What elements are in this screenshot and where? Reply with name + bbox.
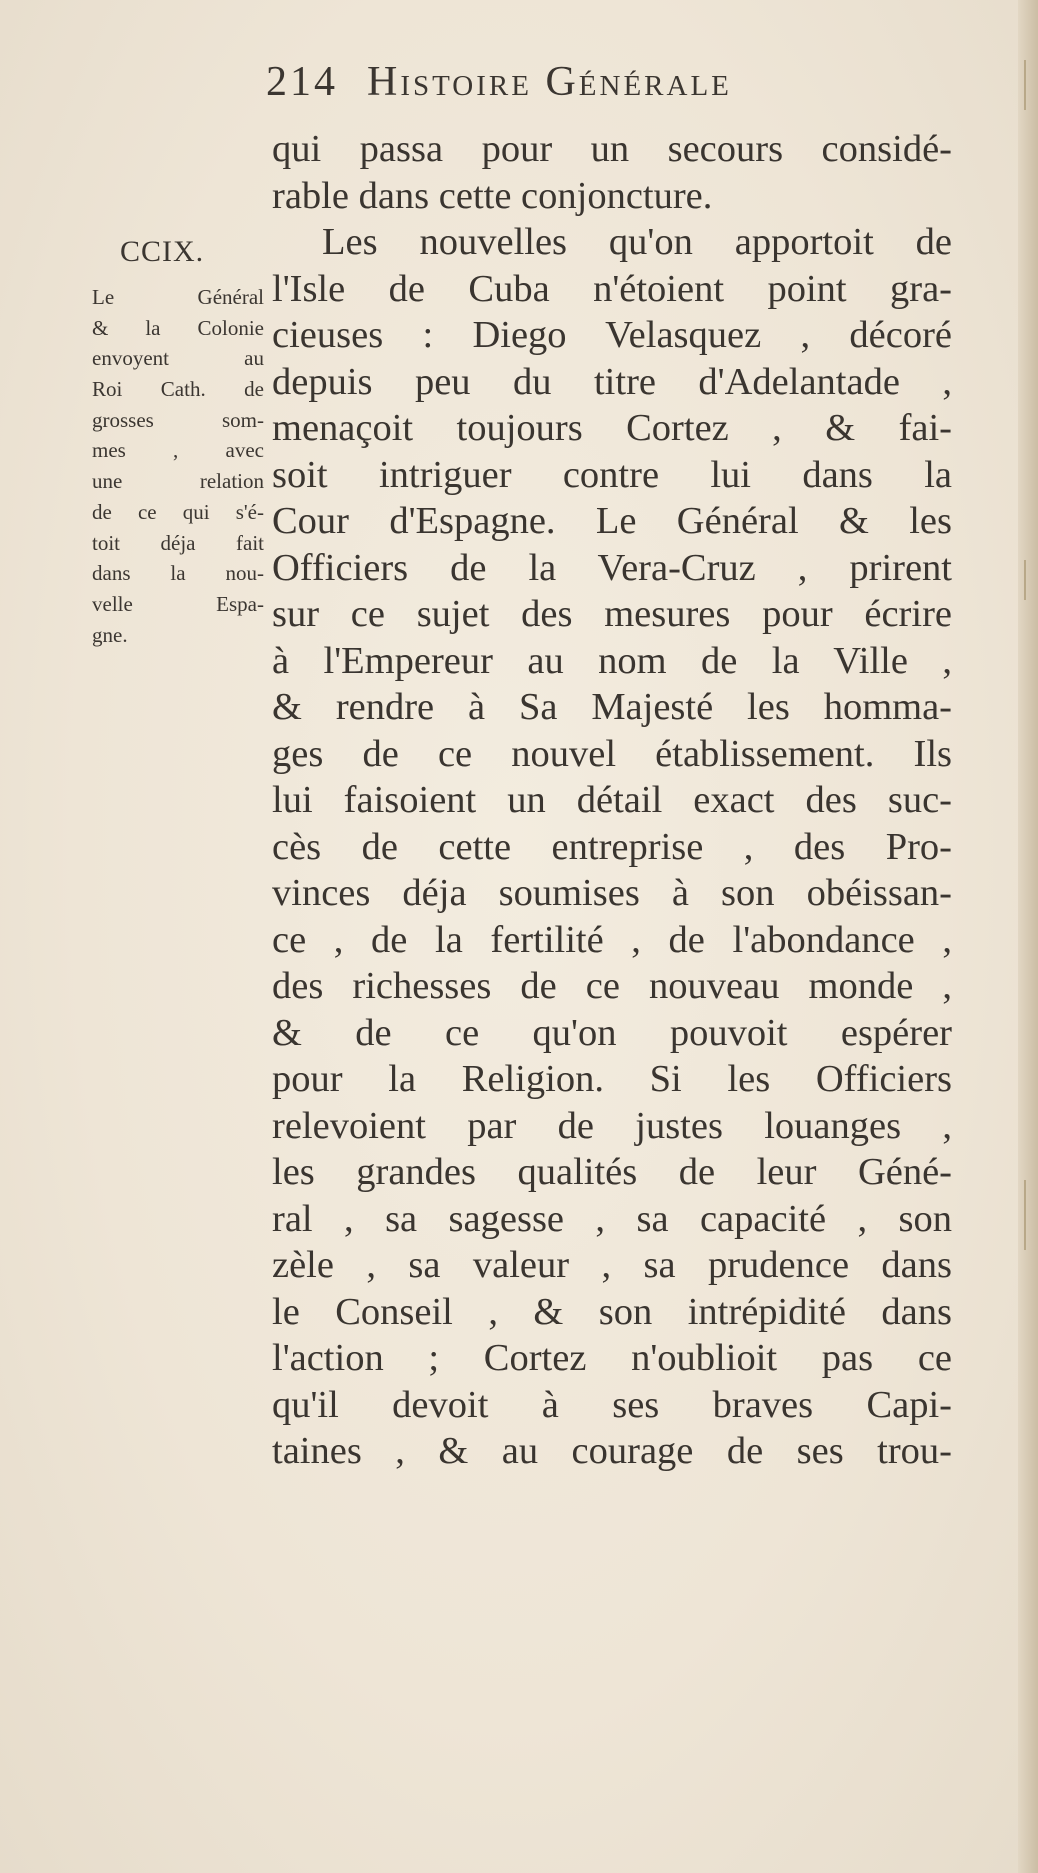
text-line: cès de cette entreprise , des Pro- (272, 825, 952, 868)
text-line: sur ce sujet des mesures pour écrire (272, 593, 952, 635)
text-line: l'Isle de Cuba n'étoient point gra- (272, 267, 952, 310)
margin-note (92, 282, 264, 650)
page-edge (1018, 0, 1038, 1873)
margin-note-line: mes , avec (92, 438, 264, 463)
text-line: des richesses de ce nouveau monde , (272, 965, 952, 1007)
text-line: qui passa pour un secours considé- (272, 128, 952, 170)
text-line: menaçoit toujours Cortez , & fai- (272, 407, 952, 449)
page-number: 214 (266, 59, 338, 105)
text-line: ce , de la fertilité , de l'abondance , (272, 918, 952, 961)
text-line: à l'Empereur au nom de la Ville , (272, 639, 952, 682)
margin-note-line: dans la nou- (92, 561, 264, 586)
margin-note-line: Le Général (92, 285, 264, 309)
margin-note-line: velle Espa- (92, 591, 264, 616)
edge-mark (1024, 1180, 1026, 1250)
text-line: Les nouvelles qu'on apportoit de (322, 221, 952, 263)
text-line: les grandes qualités de leur Géné- (272, 1151, 952, 1193)
margin-note-line: envoyent au (92, 346, 264, 371)
text-line: vinces déja soumises à son obéissan- (272, 872, 952, 914)
text-line: Officiers de la Vera-Cruz , prirent (272, 546, 952, 589)
text-line: soit intriguer contre lui dans la (272, 453, 952, 496)
running-head (266, 58, 926, 118)
text-line: rable dans cette conjonсture. (272, 174, 713, 217)
text-line: zèle , sa valeur , sa prudence dans (272, 1244, 952, 1286)
body-text (272, 126, 952, 1475)
margin-note-line: Roi Cath. de (92, 377, 264, 402)
text-line: & de ce qu'on pouvoit espérer (272, 1011, 952, 1054)
text-line: le Conseil , & son intrépidité dans (272, 1290, 952, 1333)
text-line: qu'il devoit à ses braves Capi- (272, 1383, 952, 1426)
margin-note-line: grosses som- (92, 407, 264, 432)
edge-mark (1024, 560, 1026, 600)
text-line: pour la Religion. Si les Officiers (272, 1058, 952, 1100)
edge-mark (1024, 60, 1026, 110)
text-line: depuis peu du titre d'Adelantade , (272, 360, 952, 403)
margin-note-line: & la Colonie (92, 315, 264, 340)
text-line: cieuses : Diego Velasquez , décoré (272, 314, 952, 356)
text-line: Cour d'Espagne. Le Général & les (272, 500, 952, 542)
text-line: ral , sa sagesse , sa capacité , son (272, 1197, 952, 1240)
text-line: taines , & au courage de ses trou- (272, 1430, 952, 1472)
margin-note-line: de ce qui s'é- (92, 499, 264, 524)
chapter-number: CCIX. (120, 235, 205, 268)
text-line: relevoient par de justes louanges , (272, 1104, 952, 1147)
text-line: l'action ; Cortez n'oublioit pas ce (272, 1337, 952, 1379)
margin-note-line: une relation (92, 469, 264, 494)
margin-note-line: gne. (92, 622, 128, 647)
margin-note-line: toit déja fait (92, 530, 264, 555)
running-title: Histoire Générale (367, 59, 732, 105)
text-line: lui faisoient un détail exact des suc- (272, 779, 952, 821)
text-line: & rendre à Sa Majesté les homma- (272, 686, 952, 728)
text-line: ges de ce nouvel établissement. Ils (272, 732, 952, 775)
